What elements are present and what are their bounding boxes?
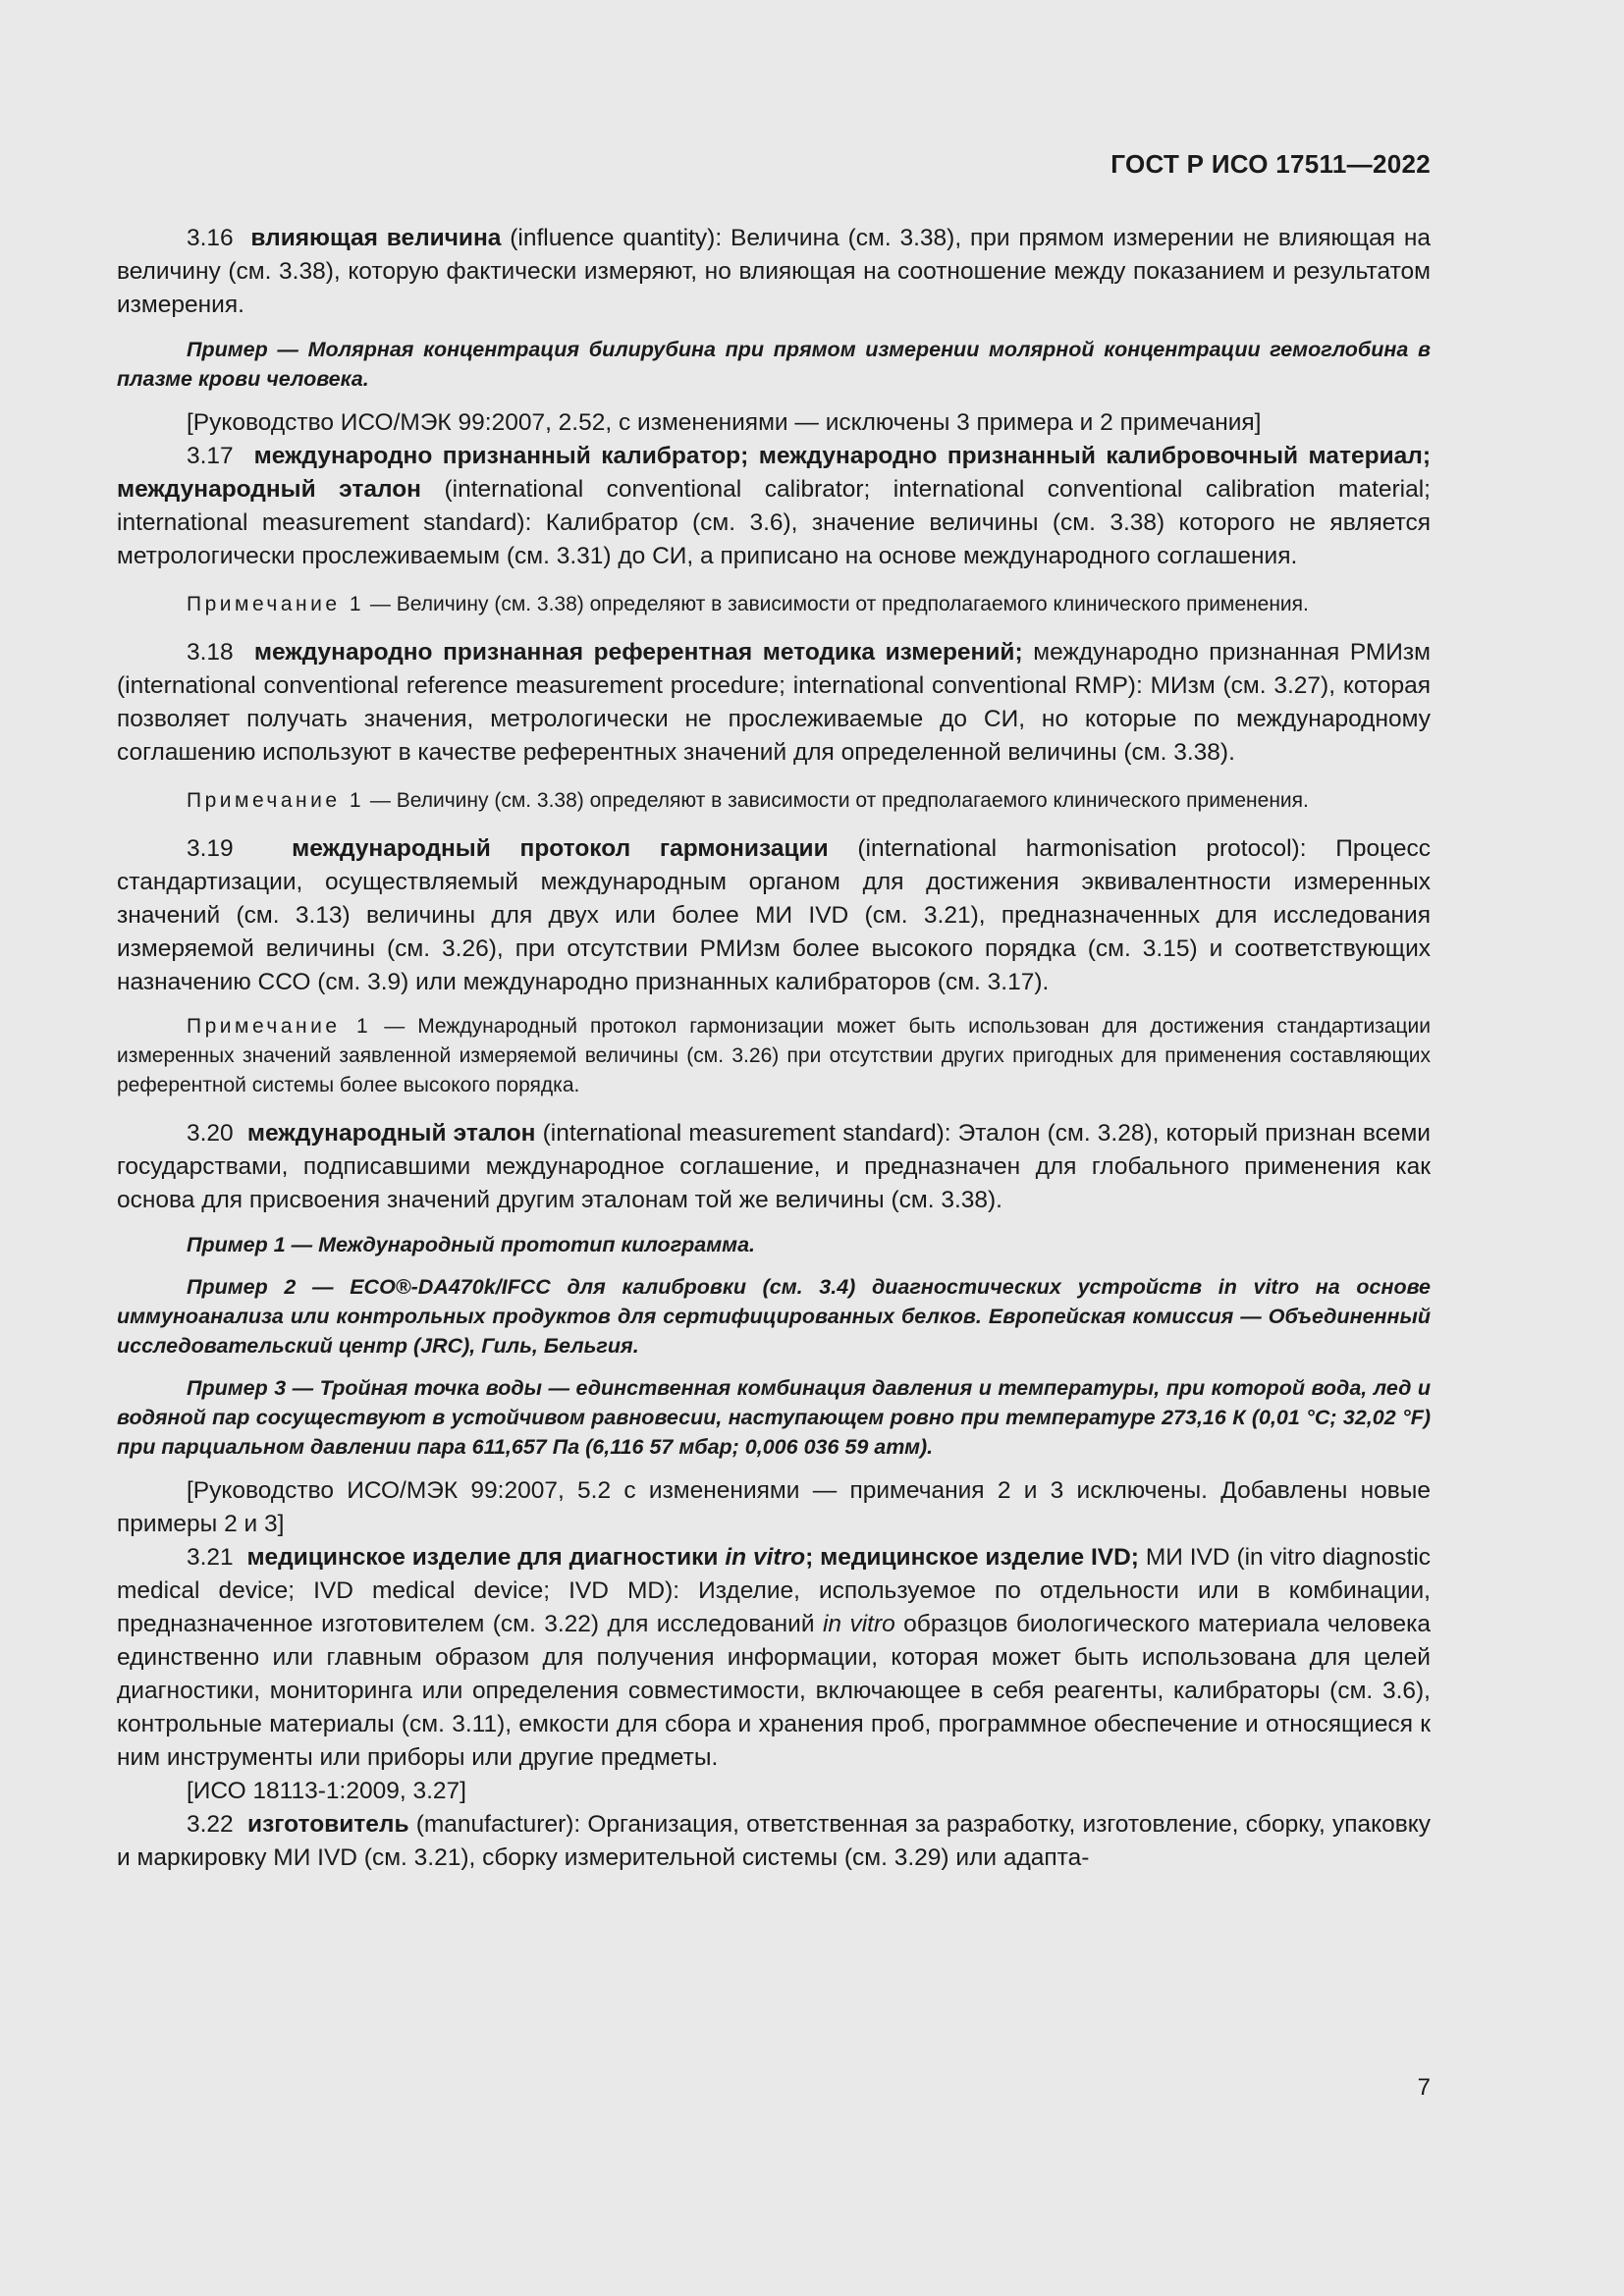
clause-term-italic: in vitro [725,1544,806,1571]
source-3-20: [Руководство ИСО/МЭК 99:2007, 5.2 с изменениями — примечания 2 и 3 исключены. Добавлены новые примеры 2 и 3] [117,1477,1431,1537]
document-header: ГОСТ Р ИСО 17511—2022 [1110,149,1431,179]
example-2-3-20: Пример 2 — ECO®-DA470k/IFCC для калибровки (см. 3.4) диагностических устройств in vitro на основе иммуноанализа или контрольных продуктов для сертифицированных белков. Европейская комиссия — Объединенный исследовательский центр (JRC), Гиль, Бельгия. [117,1275,1431,1358]
clause-text: (international conventional calibrator; international conventional calibration material; international measurement standard): Калибратор (см. 3.6), значение величины (см. 3.38) которого не является метрологически прослеживаемым (см. 3.31) до СИ, а приписано на основе международного соглашения. [117,476,1431,569]
note-text: — Международный протокол гармонизации может быть использован для достижения стандартизации измеренных значений заявленной измеряемой величины (см. 3.26) при отсутствии других пригодных для применения составляющих референтной системы более высокого порядка. [117,1015,1431,1096]
clause-term: изготовитель [247,1811,409,1838]
clause-term: международный эталон [246,1120,536,1147]
clause-term-part-c: ; медицинское изделие IVD; [805,1544,1139,1571]
clause-3-21 [117,1541,1431,1775]
clause-3-20 [117,1117,1431,1217]
clause-number: 3.20 [187,1120,234,1147]
clause-term: международно признанная референтная методика измерений; [253,639,1023,666]
example-3-16: Пример — Молярная концентрация билирубина при прямом измерении молярной концентрации гемоглобина в плазме крови человека. [117,338,1431,391]
clause-3-18 [117,636,1431,770]
clause-number: 3.16 [187,225,234,251]
page-number: 7 [1417,2074,1431,2101]
clause-number: 3.21 [187,1544,234,1571]
clause-3-16 [117,222,1431,322]
clause-number: 3.22 [187,1811,234,1838]
clause-text: международно признанная РМИзм (international conventional reference measurement procedure; international conventional RMP): МИзм (см. 3.27), которая позволяет получать значения, метрологически не прослеживаемые до СИ, но которые по международному соглашению используют в качестве референтных значений для определенной величины (см. 3.38). [117,639,1431,766]
clause-text: (manufacturer): Организация, ответственная за разработку, изготовление, сборку, упаковку и маркировку МИ IVD (см. 3.21), сборку измерительной системы (см. 3.29) или адапта- [117,1811,1431,1871]
note-label: Примечание 1 [187,593,365,615]
note-text: — Величину (см. 3.38) определяют в зависимости от предполагаемого клинического применения. [364,593,1309,615]
document-body [117,222,1431,1875]
clause-text-part-b: образцов биологического материала человека единственно или главным образом для получения информации, которая может быть использована для целей диагностики, мониторинга или определения совместимости, включающее в себя реагенты, калибраторы (см. 3.6), контрольные материалы (см. 3.11), емкости для сбора и хранения проб, программное обеспечение и относящиеся к ним инструменты или приборы или другие предметы. [117,1611,1431,1771]
clause-3-19 [117,832,1431,999]
clause-3-17 [117,440,1431,573]
source-3-21: [ИСО 18113-1:2009, 3.27] [187,1778,466,1804]
clause-number: 3.18 [187,639,234,666]
clause-term: международный протокол гармонизации [292,835,829,862]
source-3-16: [Руководство ИСО/МЭК 99:2007, 2.52, с изменениями — исключены 3 примера и 2 примечания] [187,409,1262,436]
clause-number: 3.17 [187,443,234,469]
clause-term: международно признанный калибратор; международно признанный калибровочный материал; международный эталон [117,443,1431,503]
note-3-17 [117,590,1431,619]
note-3-18 [117,786,1431,816]
example-1-3-20: Пример 1 — Международный прототип килограмма. [187,1233,755,1256]
note-text: — Величину (см. 3.38) определяют в зависимости от предполагаемого клинического применения. [364,789,1309,812]
note-label: Примечание 1 [187,789,365,812]
clause-text-italic: in vitro [822,1611,895,1637]
clause-term: влияющая величина [250,225,502,251]
note-3-19 [117,1012,1431,1100]
example-3-3-20: Пример 3 — Тройная точка воды — единственная комбинация давления и температуры, при которой вода, лед и водяной пар сосуществуют в устойчивом равновесии, наступающем ровно при температуре 273,16 К (0,01 °С; 32,02 °F) при парциальном давлении пара 611,657 Па (6,116 57 мбар; 0,006 036 59 атм). [117,1376,1431,1459]
clause-text: (international harmonisation protocol): Процесс стандартизации, осуществляемый международным органом для достижения эквивалентности измеренных значений (см. 3.13) величины для двух или более МИ IVD (см. 3.21), предназначенных для исследования измеряемой величины (см. 3.26), при отсутствии РМИзм более высокого порядка (см. 3.15) и соответствующих назначению ССО (см. 3.9) или международно признанных калибраторов (см. 3.17). [117,835,1431,995]
clause-text: (international measurement standard): Эталон (см. 3.28), который признан всеми государствами, подписавшими международное соглашение, и предназначен для глобального применения как основа для присвоения значений другим эталонам той же величины (см. 3.38). [117,1120,1431,1213]
clause-text-part-a: МИ IVD (in vitro diagnostic medical device; IVD medical device; IVD MD): Изделие, используемое по отдельности или в комбинации, предназначенное изготовителем (см. 3.22) для исследований [117,1544,1432,1637]
clause-3-22 [117,1808,1431,1875]
clause-term-part-a: медицинское изделие для диагностики [246,1544,726,1571]
clause-number: 3.19 [187,835,234,862]
note-label: Примечание 1 [187,1015,372,1038]
clause-text: (influence quantity): Величина (см. 3.38), при прямом измерении не влияющая на величину (см. 3.38), которую фактически измеряют, но влияющая на соотношение между показанием и результатом измерения. [117,225,1431,318]
